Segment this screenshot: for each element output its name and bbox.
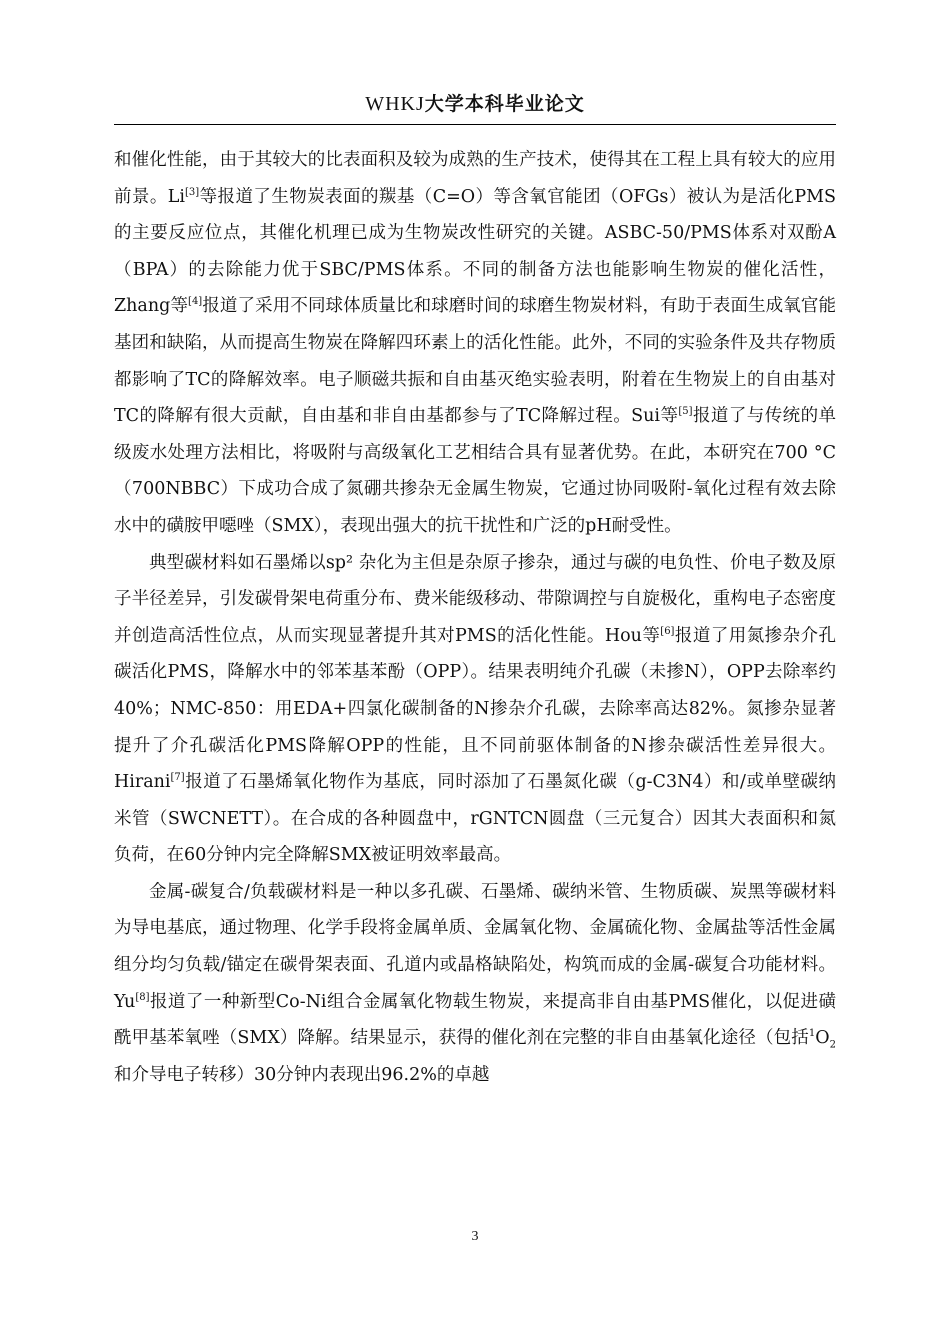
text-run: 和催化性能，由于其较大的比表面积及较为成熟的生产技术，使得其在工程上具有较大的应用前景。Li xyxy=(114,150,836,207)
text-run: 金属-碳复合/负载碳材料是一种以多孔碳、石墨烯、碳纳米管、生物质碳、炭黑等碳材料为导电基底，通过物理、化学手段将金属单质、金属氧化物、金属硫化物、金属盐等活性金属组分均匀负载/锚定在碳骨架表面、孔道内或晶格缺陷处，构筑而成的金属-碳复合功能材料。Yu xyxy=(114,881,836,1012)
page-footer xyxy=(114,1229,836,1245)
page-header xyxy=(114,88,836,120)
text-run: 报道了石墨烯氧化物作为基底，同时添加了石墨氮化碳（g-C3N4）和/或单壁碳纳米管（SWCNETT）。在合成的各种圆盘中，rGNTCN圆盘（三元复合）因其大表面积和氮负荷，在60分钟内完全降解SMX被证明效率最高。 xyxy=(114,772,836,866)
superscript: 1 xyxy=(808,1028,816,1040)
superscript: [4] xyxy=(188,296,203,308)
superscript: [8] xyxy=(135,991,150,1003)
text-run: 报道了采用不同球体质量比和球磨时间的球磨生物炭材料，有助于表面生成氧官能基团和缺陷，从而提高生物炭在降解四环素上的活化性能。此外，不同的实验条件及共存物质都影响了TC的降解效率。电子顺磁共振和自由基灭绝实验表明，附着在生物炭上的自由基对TC的降解有很大贡献，自由基和非自由基都参与了TC降解过程。Sui等 xyxy=(114,296,836,427)
text-run: O xyxy=(815,1028,830,1049)
page-number: 3 xyxy=(471,1229,479,1244)
header-rule xyxy=(114,124,836,125)
text-run: 典型碳材料如石墨烯以sp² 杂化为主但是杂原子掺杂，通过与碳的电负性、价电子数及原子半径差异，引发碳骨架电荷重分布、费米能级移动、带隙调控与自旋极化，重构电子态密度并创造高活性位点，从而实现显著提升其对PMS的活化性能。Hou等 xyxy=(114,552,836,646)
text-run: 报道了与传统的单级废水处理方法相比，将吸附与高级氧化工艺相结合具有显著优势。在此，本研究在700 °C（700NBBC）下成功合成了氮硼共掺杂无金属生物炭，它通过协同吸附-氧化过程有效去除水中的磺胺甲噁唑（SMX），表现出强大的抗干扰性和广泛的pH耐受性。 xyxy=(114,406,837,536)
header-brand: WHKJ xyxy=(365,93,425,115)
paragraph xyxy=(114,874,836,1094)
paragraph xyxy=(114,142,836,545)
body-text xyxy=(114,142,836,1093)
paragraph xyxy=(114,545,836,874)
header-title: 大学本科毕业论文 xyxy=(424,93,585,115)
superscript: [7] xyxy=(170,772,185,784)
text-run: 等报道了生物炭表面的羰基（C=O）等含氧官能团（OFGs）被认为是活化PMS的主要反应位点，其催化机理已成为生物炭改性研究的关键。ASBC-50/PMS体系对双酚A（BPA）的去除能力优于SBC/PMS体系。不同的制备方法也能影响生物炭的催化活性，Zhang等 xyxy=(114,186,837,317)
superscript: [5] xyxy=(678,406,693,418)
text-run: 报道了一种新型Co-Ni组合金属氧化物载生物炭，来提高非自由基PMS催化，以促进磺酰甲基苯氧唑（SMX）降解。结果显示，获得的催化剂在完整的非自由基氧化途径（包括 xyxy=(114,991,836,1049)
superscript: [6] xyxy=(660,625,675,637)
text-run: 和介导电子转移）30分钟内表现出96.2%的卓越 xyxy=(114,1064,490,1085)
text-run: 报道了用氮掺杂介孔碳活化PMS，降解水中的邻苯基苯酚（OPP）。结果表明纯介孔碳（未掺N），OPP去除率约40%；NMC-850：用EDA+四氯化碳制备的N掺杂介孔碳，去除率高达82%。氮掺杂显著提升了介孔碳活化PMS降解OPP的性能，且不同前驱体制备的N掺杂碳活性差异很大。Hirani xyxy=(114,625,837,793)
subscript: 2 xyxy=(829,1039,836,1051)
superscript: [3] xyxy=(185,186,200,198)
